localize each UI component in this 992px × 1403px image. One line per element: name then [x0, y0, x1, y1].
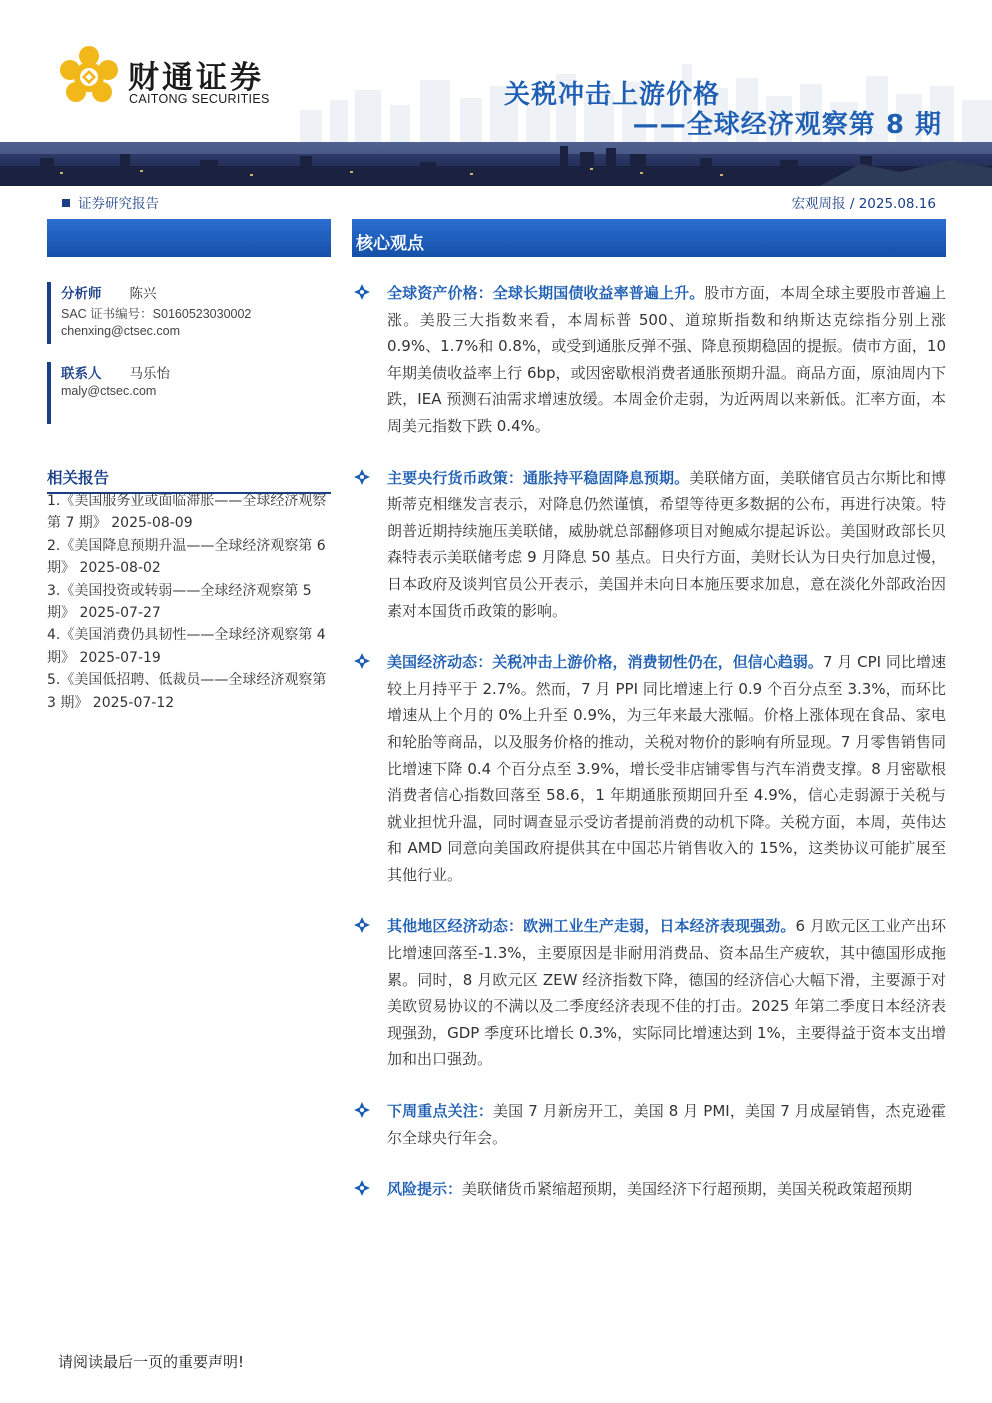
related-report-item[interactable]: 1.《美国服务业或面临滞胀——全球经济观察第 7 期》 2025-08-09 — [47, 493, 327, 532]
analyst-name: 陈兴 — [129, 286, 157, 302]
contact-card — [47, 362, 331, 424]
analyst-role: 分析师 — [61, 286, 102, 302]
core-point-text — [387, 280, 946, 440]
core-point-body: 美国 7 月新房开工，美国 8 月 PMI，美国 7 月成屋销售，杰克逊霍尔全球央行年会。 — [387, 1102, 946, 1147]
brand-name-cn: 财通证券 — [128, 60, 264, 96]
core-view-content — [352, 280, 946, 1228]
diamond-bullet-icon — [354, 1180, 370, 1196]
disclaimer-note: 请阅读最后一页的重要声明! — [58, 1353, 245, 1371]
diamond-bullet-icon — [354, 469, 370, 485]
left-column-header-bar — [47, 219, 331, 257]
caitong-logo-mark-icon — [60, 46, 118, 108]
analyst-card — [47, 282, 331, 344]
analyst-email[interactable]: chenxing@ctsec.com — [61, 324, 180, 338]
core-point-body: 6 月欧元区工业产出环比增速回落至-1.3%，主要原因是非耐用消费品、资本品生产疲软，其中德国形成拖累。同时，8 月欧元区 ZEW 经济指数下降，德国的经济信心大幅下滑，主要源于对美欧贸易协议的不满以及二季度经济表现不佳的打击。2025 年第二季度日本经济表现强劲，GDP 季度环比增长 0.3%，实际同比增速达到 1%，主要得益于资本支出增加和出口强劲。 — [387, 917, 946, 1069]
diamond-bullet-icon — [354, 284, 370, 300]
core-point — [352, 280, 946, 440]
core-point-text — [387, 649, 946, 888]
related-reports-title: 相关报告 — [47, 466, 331, 494]
report-type-label: 证券研究报告 — [78, 196, 159, 212]
analyst-cert: SAC 证书编号：S0160523030002 — [61, 307, 252, 321]
report-type — [62, 192, 159, 212]
contact-row — [61, 362, 331, 384]
diamond-bullet-icon — [354, 1102, 370, 1118]
core-point-heading: 美国经济动态：关税冲击上游价格，消费韧性仍在，但信心趋弱。 — [387, 653, 823, 672]
core-point — [352, 1098, 946, 1151]
core-point — [352, 465, 946, 625]
core-point-heading: 其他地区经济动态：欧洲工业生产走弱，日本经济表现强劲。 — [387, 917, 796, 936]
contact-spacer — [61, 404, 331, 424]
related-reports-list — [47, 490, 337, 714]
core-point-heading: 风险提示： — [387, 1180, 463, 1199]
core-point — [352, 649, 946, 888]
related-report-item[interactable]: 5.《美国低招聘、低裁员——全球经济观察第 3 期》 2025-07-12 — [47, 672, 327, 711]
contact-email[interactable]: maly@ctsec.com — [61, 384, 157, 398]
contact-name: 马乐怡 — [129, 366, 170, 382]
core-point — [352, 913, 946, 1073]
related-report-item[interactable]: 2.《美国降息预期升温——全球经济观察第 6 期》 2025-08-02 — [47, 537, 326, 577]
core-point-heading: 下周重点关注： — [387, 1102, 494, 1121]
core-view-header-bar — [352, 219, 946, 257]
meta-row — [0, 190, 992, 212]
core-point-heading: 主要央行货币政策：通胀持平稳固降息预期。 — [387, 468, 690, 487]
core-view-title: 核心观点 — [356, 234, 424, 254]
core-point-heading: 全球资产价格：全球长期国债收益率普遍上升。 — [387, 284, 705, 302]
core-point — [352, 1176, 946, 1203]
core-point-text — [387, 913, 946, 1073]
analyst-row — [61, 282, 331, 304]
core-point-text — [387, 1176, 946, 1203]
brand-name-en: CAITONG SECURITIES — [129, 92, 270, 106]
diamond-bullet-icon — [354, 917, 370, 933]
related-report-item[interactable]: 3.《美国投资或转弱——全球经济观察第 5 期》 2025-07-27 — [47, 582, 312, 622]
report-title-line2: ——全球经济观察第 8 期 — [632, 110, 942, 140]
core-point-body: 7 月 CPI 同比增速较上月持平于 2.7%。然而，7 月 PPI 同比增速上行 0.9 个百分点至 3.3%，而环比增速从上个月的 0%上升至 0.9%，为三年来最大涨幅。价格上涨体现在食品、家电和轮胎等商品，以及服务价格的推动，关税对物价的影响有所显现。7 月零售销售同比增速下降 0.4 个百分点至 3.9%，增长受非店铺零售与汽车消费支撑。8 月密歇根消费者信心指数回落至 58.6，1 年期通胀预期回升至 4.9%，信心走弱源于关税与就业担忧升温，同时调查显示受访者提前消费的动机下降。关税方面，本周，英伟达和 AMD 同意向美国政府提供其在中国芯片销售收入的 15%，这类协议可能扩展至其他行业。 — [387, 653, 946, 884]
city-night-banner — [0, 142, 992, 186]
core-point-text — [387, 465, 946, 625]
caitong-logo — [60, 46, 300, 112]
core-point-text — [387, 1098, 946, 1151]
contact-role: 联系人 — [61, 366, 102, 382]
core-point-body: 美联储货币紧缩超预期，美国经济下行超预期，美国关税政策超预期 — [462, 1180, 913, 1199]
report-category-date: 宏观周报 / 2025.08.16 — [791, 196, 936, 212]
core-point-body: 股市方面，本周全球主要股市普遍上涨。美股三大指数来看，本周标普 500、道琼斯指数和纳斯达克综指分别上涨 0.9%、1.7%和 0.8%，或受到通胀反弹不强、降息预期稳固的提振。债市方面，10 年期美债收益率上行 6bp，或因密歇根消费者通胀预期升温。商品方面，原油周内下跌，IEA 预测石油需求增速放缓。本周金价走弱，为近两周以来新低。汇率方面，本周美元指数下跌 0.4%。 — [387, 284, 946, 435]
diamond-bullet-icon — [354, 653, 370, 669]
square-bullet-icon — [62, 199, 70, 207]
related-report-item[interactable]: 4.《美国消费仍具韧性——全球经济观察第 4 期》 2025-07-19 — [47, 627, 326, 666]
report-header — [0, 0, 992, 186]
core-point-body: 美联储方面，美联储官员古尔斯比和博斯蒂克相继发言表示，对降息仍然谨慎，希望等待更多数据的公布，再进行决策。特朗普近期持续施压美联储，威胁就总部翻修项目对鲍威尔提起诉讼。美国财政部长贝森特表示美联储考虑 9 月降息 50 基点。日央行方面，美财长认为日央行加息过慢，日本政府及谈判官员公开表示，美国并未向日本施压要求加息，意在淡化外部政治因素对本国货币政策的影响。 — [387, 468, 946, 620]
report-title-line1: 关税冲击上游价格 — [504, 80, 721, 110]
